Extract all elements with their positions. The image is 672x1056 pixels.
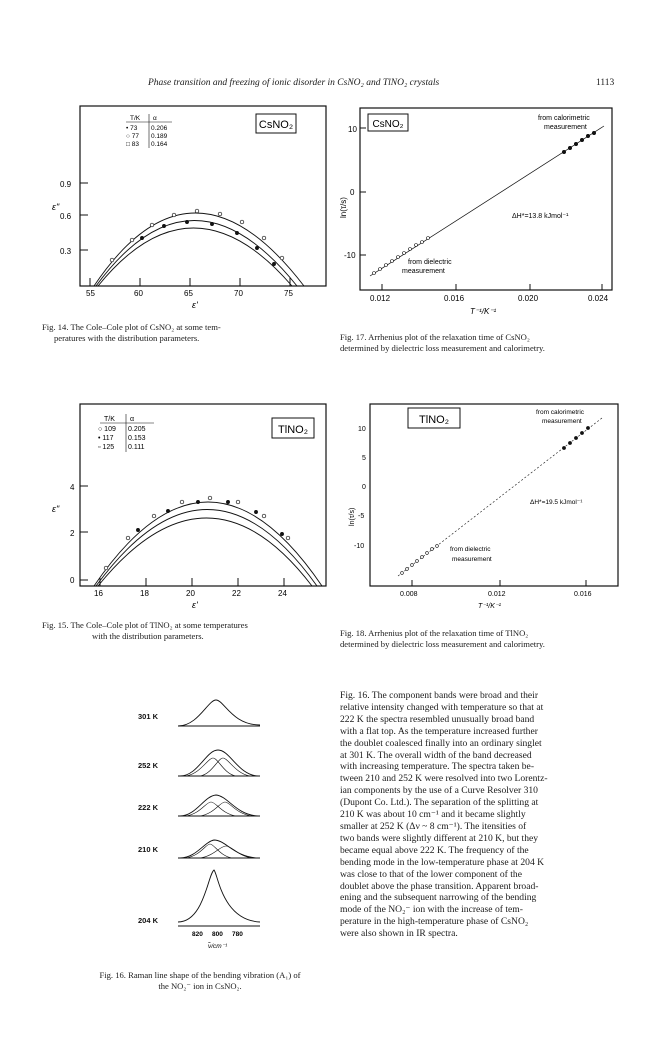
text-line: mode of the NO₂⁻ ion with the increase of tem-: [340, 904, 523, 916]
figure-14-cole-cole-cesium: [42, 100, 332, 315]
temp-label: 204 K: [138, 916, 159, 925]
x-tick: 70: [234, 289, 243, 298]
fit-line: [398, 418, 602, 576]
text-line: Fig. 16. The component bands were broad and their: [340, 690, 539, 701]
page-number: 1113: [596, 78, 615, 88]
text-line: 210 K was about 10 cm⁻¹ and it became slightly: [340, 809, 526, 821]
text-line: tween 210 and 252 K were resolved into two Lorentz-: [340, 773, 548, 785]
text-line: (Dupont Co. Ltd.). The separation of the splitting at: [340, 797, 539, 809]
caption-line: Fig. 17. Arrhenius plot of the relaxation time of CsNO₂: [340, 332, 530, 342]
table-row-alpha: 0.111: [128, 444, 145, 451]
arc-curve: [94, 213, 304, 286]
temp-label: 222 K: [138, 803, 159, 812]
figure-18-arrhenius-thallium: [340, 398, 630, 616]
caption-line: determined by dielectric loss measurement and calorimetry.: [340, 638, 545, 649]
y-tick: 0: [350, 188, 355, 197]
figure-17-caption: [340, 332, 630, 353]
annotation-dielectric: measurement: [452, 556, 492, 563]
arc-curve: [98, 518, 312, 586]
y-tick: 5: [362, 455, 366, 462]
table-row-temp: ○ 77: [126, 133, 139, 140]
annotation-calorimetric: from calorimetric: [538, 115, 590, 122]
y-tick: 0.6: [60, 212, 72, 221]
caption-line: peratures with the distribution parameters.: [54, 332, 200, 343]
text-line: bending mode in the low-temperature phase at 204 K: [340, 856, 545, 868]
table-row-temp: • 117: [98, 435, 114, 442]
y-tick: 0: [70, 576, 75, 585]
figure-14-caption: [42, 322, 332, 343]
annotation-calorimetric: measurement: [542, 418, 582, 425]
x-tick: 0.016: [444, 294, 465, 303]
text-line: at 301 K. The overall width of the band decreased: [340, 749, 532, 761]
figure-15-cole-cole-thallium: [42, 398, 332, 613]
x-tick: 20: [186, 589, 195, 598]
y-axis-label: ε": [52, 202, 60, 212]
table-row-temp: ○ 109: [98, 426, 116, 433]
text-line: doublet above the phase transition. Apparent broad-: [340, 880, 539, 892]
table-head-alpha: α: [153, 115, 157, 122]
temp-label: 252 K: [138, 761, 159, 770]
table-head-t: T/K: [130, 115, 141, 122]
body-text: [340, 690, 618, 940]
spectrum-301k: [178, 700, 260, 726]
y-tick: 2: [70, 529, 75, 538]
text-line: ening and the subsequent narrowing of the bending: [340, 892, 537, 904]
arc-curve: [96, 510, 317, 587]
table-row-alpha: 0.164: [151, 141, 168, 148]
x-axis-label: ε': [192, 600, 198, 610]
table-row-temp: □ 83: [126, 141, 139, 148]
x-tick: 65: [184, 289, 193, 298]
caption-line: Fig. 18. Arrhenius plot of the relaxation time of TlNO₂: [340, 628, 529, 638]
figure-16-raman-spectra: [120, 698, 320, 958]
text-line: relative intensity changed with temperature so that at: [340, 701, 544, 713]
table-head-alpha: α: [130, 416, 135, 423]
sample-label: TlNO₂: [419, 414, 449, 426]
y-tick: 0: [362, 484, 366, 491]
temp-label: 210 K: [138, 845, 159, 854]
y-tick: 4: [70, 483, 75, 492]
y-tick: -10: [354, 543, 365, 550]
spectrum-204k: [178, 870, 260, 922]
table-row-alpha: 0.206: [151, 125, 168, 132]
figure-17-arrhenius-cesium: [330, 100, 630, 320]
annotation-calorimetric: from calorimetric: [536, 409, 585, 416]
plot-frame: [360, 108, 612, 290]
y-tick: -5: [358, 513, 365, 520]
sample-label: TlNO₂: [278, 424, 308, 436]
x-tick: 780: [232, 931, 243, 938]
text-line: was close to that of the lower component of the: [340, 868, 522, 880]
caption-line: Fig. 15. The Cole–Cole plot of TlNO₂ at some temperatures: [42, 620, 248, 630]
arc-curve: [96, 221, 297, 287]
x-tick: 0.012: [488, 591, 506, 598]
caption-line: Fig. 14. The Cole–Cole plot of CsNO₂ at some tem-: [42, 322, 221, 332]
text-line: perature in the high-temperature phase of CsNO₂: [340, 916, 529, 928]
data-points: [104, 496, 290, 570]
arc-curve: [94, 502, 322, 586]
text-line: two bands were slightly different at 210 K, but they: [340, 832, 539, 844]
table-row-alpha: 0.205: [128, 426, 146, 433]
y-tick: 0.3: [60, 247, 72, 256]
y-tick: 0.9: [60, 180, 72, 189]
x-tick: 18: [140, 589, 149, 598]
x-tick: 0.024: [588, 294, 609, 303]
caption-line: with the distribution parameters.: [92, 630, 204, 641]
caption-line: the NO₂⁻ ion in CsNO₂.: [158, 980, 242, 991]
sample-label: CsNO₂: [258, 119, 294, 131]
x-tick: 800: [212, 931, 223, 938]
annotation-dielectric: measurement: [402, 268, 445, 275]
x-tick: 16: [94, 589, 103, 598]
figure-16-caption: [62, 970, 338, 991]
annotation-activation-enthalpy: ΔH*=19.5 kJmol⁻¹: [530, 499, 583, 506]
annotation-activation-enthalpy: ΔH*=13.8 kJmol⁻¹: [512, 213, 569, 220]
annotation-dielectric: from dielectric: [408, 259, 452, 266]
x-tick: 75: [284, 289, 293, 298]
table-row-temp: • 73: [126, 125, 138, 132]
x-axis-label: T⁻¹/K⁻¹: [470, 307, 497, 316]
text-line: with a flat top. As the temperature increased further: [340, 725, 538, 737]
text-line: the doublet coalesced finally into an ordinary singlet: [340, 737, 542, 749]
x-tick: 0.020: [518, 294, 539, 303]
y-axis-label: ln(τ/s): [339, 197, 348, 218]
x-tick: 55: [86, 289, 95, 298]
y-tick: 10: [358, 426, 366, 433]
x-axis-label: ν̃/cm⁻¹: [208, 943, 228, 950]
x-tick: 0.016: [574, 591, 592, 598]
x-tick: 60: [134, 289, 143, 298]
table-row-alpha: 0.153: [128, 435, 146, 442]
running-title: Phase transition and freezing of ionic disorder in CsNO₂ and TlNO₂ crystals: [148, 78, 440, 88]
temp-label: 301 K: [138, 712, 159, 721]
text-line: smaller at 252 K (Δν ~ 8 cm⁻¹). The itensities of: [340, 820, 527, 832]
text-line: 222 K the spectra resembled unusually broad band: [340, 713, 535, 725]
text-line: were also shown in IR spectra.: [340, 928, 458, 940]
caption-line: determined by dielectric loss measurement and calorimetry.: [340, 342, 545, 353]
figure-18-caption: [340, 628, 630, 649]
x-tick: 24: [278, 589, 287, 598]
figure-15-caption: [42, 620, 332, 641]
text-line: with increasing temperature. The spectra taken be-: [340, 761, 535, 773]
plot-frame: [370, 404, 618, 586]
x-tick: 820: [192, 931, 203, 938]
table-row-temp: ▫ 125: [98, 444, 115, 451]
text-line: ian components by the use of a Curve Resolver 310: [340, 785, 538, 797]
table-row-alpha: 0.189: [151, 133, 168, 140]
x-tick: 22: [232, 589, 241, 598]
y-axis-label: ε": [52, 504, 60, 514]
x-axis-label: T⁻¹/K⁻¹: [478, 603, 501, 610]
x-tick: 0.008: [400, 591, 418, 598]
text-line: became equal above 222 K. The frequency of the: [340, 844, 529, 856]
x-axis-label: ε': [192, 300, 198, 310]
y-tick: -10: [344, 251, 356, 260]
y-tick: 10: [348, 125, 357, 134]
y-axis-label: ln(τ/s): [349, 507, 356, 526]
annotation-calorimetric: measurement: [544, 124, 587, 131]
table-head-t: T/K: [104, 416, 115, 423]
annotation-dielectric: from dielectric: [450, 546, 491, 553]
x-tick: 0.012: [370, 294, 391, 303]
caption-line: Fig. 16. Raman line shape of the bending vibration (A₁) of: [99, 970, 301, 980]
sample-label: CsNO₂: [372, 119, 404, 130]
